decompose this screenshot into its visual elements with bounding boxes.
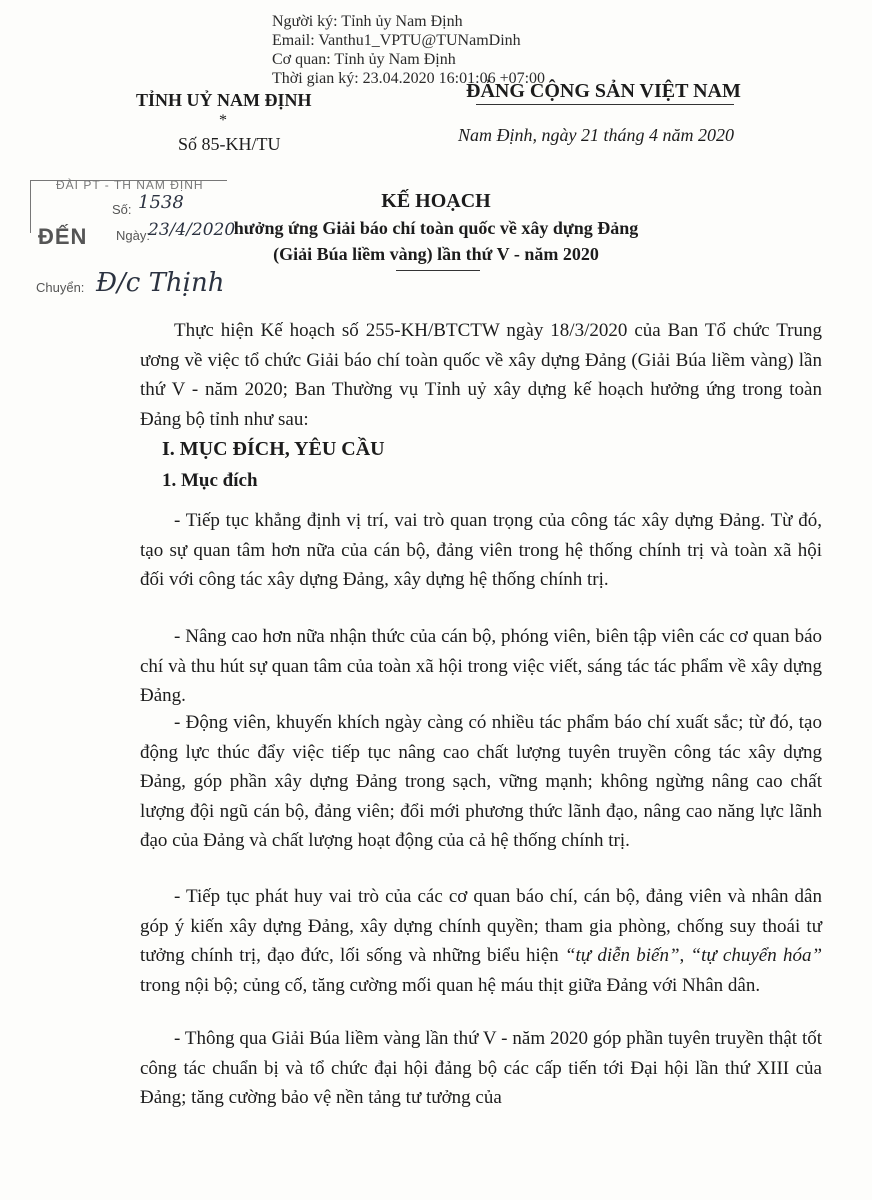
signature-signer: Người ký: Tỉnh ủy Nam Định — [272, 13, 463, 30]
paragraph-4-part-a: - Tiếp tục phát huy vai trò của các cơ quan báo chí, cán bộ, đảng viên và nhân dân góp ý kiến xây dựng Đảng, xây dựng chính quyền; tham gia phòng, chống suy thoái tư tưởng chính trị, đạo đức, lối sống và những biểu hiện — [140, 886, 822, 966]
paragraph-3 — [140, 708, 822, 856]
digital-signature-block — [272, 12, 545, 88]
subsection-heading: 1. Mục đích — [162, 470, 258, 491]
paragraph-4-quote-1: “tự diễn biến” — [564, 945, 680, 966]
signature-email: Email: Vanthu1_VPTU@TUNamDinh — [272, 32, 521, 49]
document-subtitle-line2: (Giải Búa liềm vàng) lần thứ V - năm 2020 — [273, 244, 599, 264]
place-date: Nam Định, ngày 21 tháng 4 năm 2020 — [458, 125, 734, 145]
party-underline — [476, 104, 734, 105]
stamp-organization: ĐÀI PT - TH NAM ĐỊNH — [56, 178, 204, 192]
intro-text: Thực hiện Kế hoạch số 255-KH/BTCTW ngày 18/3/2020 của Ban Tổ chức Trung ương về việc tổ chức Giải báo chí toàn quốc về xây dựng Đảng (Giải Búa liềm vàng) lần thứ V - năm 2020; Ban Thường vụ Tỉnh uỷ xây dựng kế hoạch hưởng ứng trong toàn Đảng bộ tỉnh như sau: — [140, 320, 822, 430]
document-subtitle-line1: hưởng ứng Giải báo chí toàn quốc về xây dựng Đảng — [233, 218, 639, 238]
paragraph-4-quote-2: “tự chuyển hóa” — [690, 945, 823, 966]
paragraph-3-text: - Động viên, khuyến khích ngày càng có nhiều tác phẩm báo chí xuất sắc; từ đó, tạo động lực thúc đẩy việc tiếp tục nâng cao chất lượng tuyên truyền công tác xây dựng Đảng, góp phần xây dựng Đảng trong sạch, vững mạnh; không ngừng nâng cao chất lượng đội ngũ cán bộ, đảng viên; đổi mới phương thức lãnh đạo, nâng cao năng lực lãnh đạo của Đảng và chất lượng hoạt động của cả hệ thống chính trị. — [140, 712, 822, 851]
document-number: Số 85-KH/TU — [178, 134, 281, 154]
organization-star: * — [219, 112, 227, 129]
paragraph-4 — [140, 882, 822, 1000]
paragraph-4-part-b: , — [679, 945, 691, 966]
paragraph-2 — [140, 622, 822, 711]
stamp-forward-handwritten: Đ/c Thịnh — [96, 268, 225, 298]
paragraph-1-text: - Tiếp tục khẳng định vị trí, vai trò quan trọng của công tác xây dựng Đảng. Từ đó, tạo sự quan tâm hơn nữa của cán bộ, đảng viên trong hệ thống chính trị và toàn xã hội đối với công tác xây dựng Đảng, xây dựng hệ thống chính trị. — [140, 510, 822, 590]
paragraph-4-part-c: trong nội bộ; củng cố, tăng cường mối quan hệ máu thịt giữa Đảng với Nhân dân. — [140, 974, 761, 996]
stamp-date-label: Ngày: — [116, 228, 150, 243]
title-underline — [396, 270, 480, 271]
party-name: ĐẢNG CỘNG SẢN VIỆT NAM — [466, 80, 741, 102]
section-heading: I. MỤC ĐÍCH, YÊU CẦU — [162, 438, 385, 460]
intro-paragraph — [140, 316, 822, 434]
stamp-forward-label: Chuyển: — [36, 280, 85, 295]
document-title: KẾ HOẠCH — [381, 190, 491, 212]
paragraph-5-text: - Thông qua Giải Búa liềm vàng lần thứ V - năm 2020 góp phần tuyên truyền thật tốt công tác chuẩn bị và tổ chức đại hội đảng bộ các cấp tiến tới Đại hội lần thứ XIII của Đảng; tăng cường bảo vệ nền tảng tư tưởng của — [140, 1028, 822, 1108]
stamp-date-handwritten: 23/4/2020 — [148, 220, 236, 240]
signature-time: Thời gian ký: 23.04.2020 16:01:06 +07:00 — [272, 70, 546, 87]
stamp-number-handwritten: 1538 — [138, 192, 184, 213]
stamp-number-label: Số: — [112, 202, 132, 217]
issuing-organization: TỈNH UỶ NAM ĐỊNH — [136, 90, 312, 110]
signature-agency: Cơ quan: Tỉnh ủy Nam Định — [272, 51, 456, 68]
paragraph-5 — [140, 1024, 822, 1113]
paragraph-4-text — [140, 882, 822, 1000]
paragraph-2-text: - Nâng cao hơn nữa nhận thức của cán bộ, phóng viên, biên tập viên các cơ quan báo chí và thu hút sự quan tâm của toàn xã hội trong việc viết, sáng tác tác phẩm về xây dựng Đảng. — [140, 626, 822, 706]
paragraph-1 — [140, 506, 822, 595]
stamp-den: ĐẾN — [38, 224, 88, 249]
